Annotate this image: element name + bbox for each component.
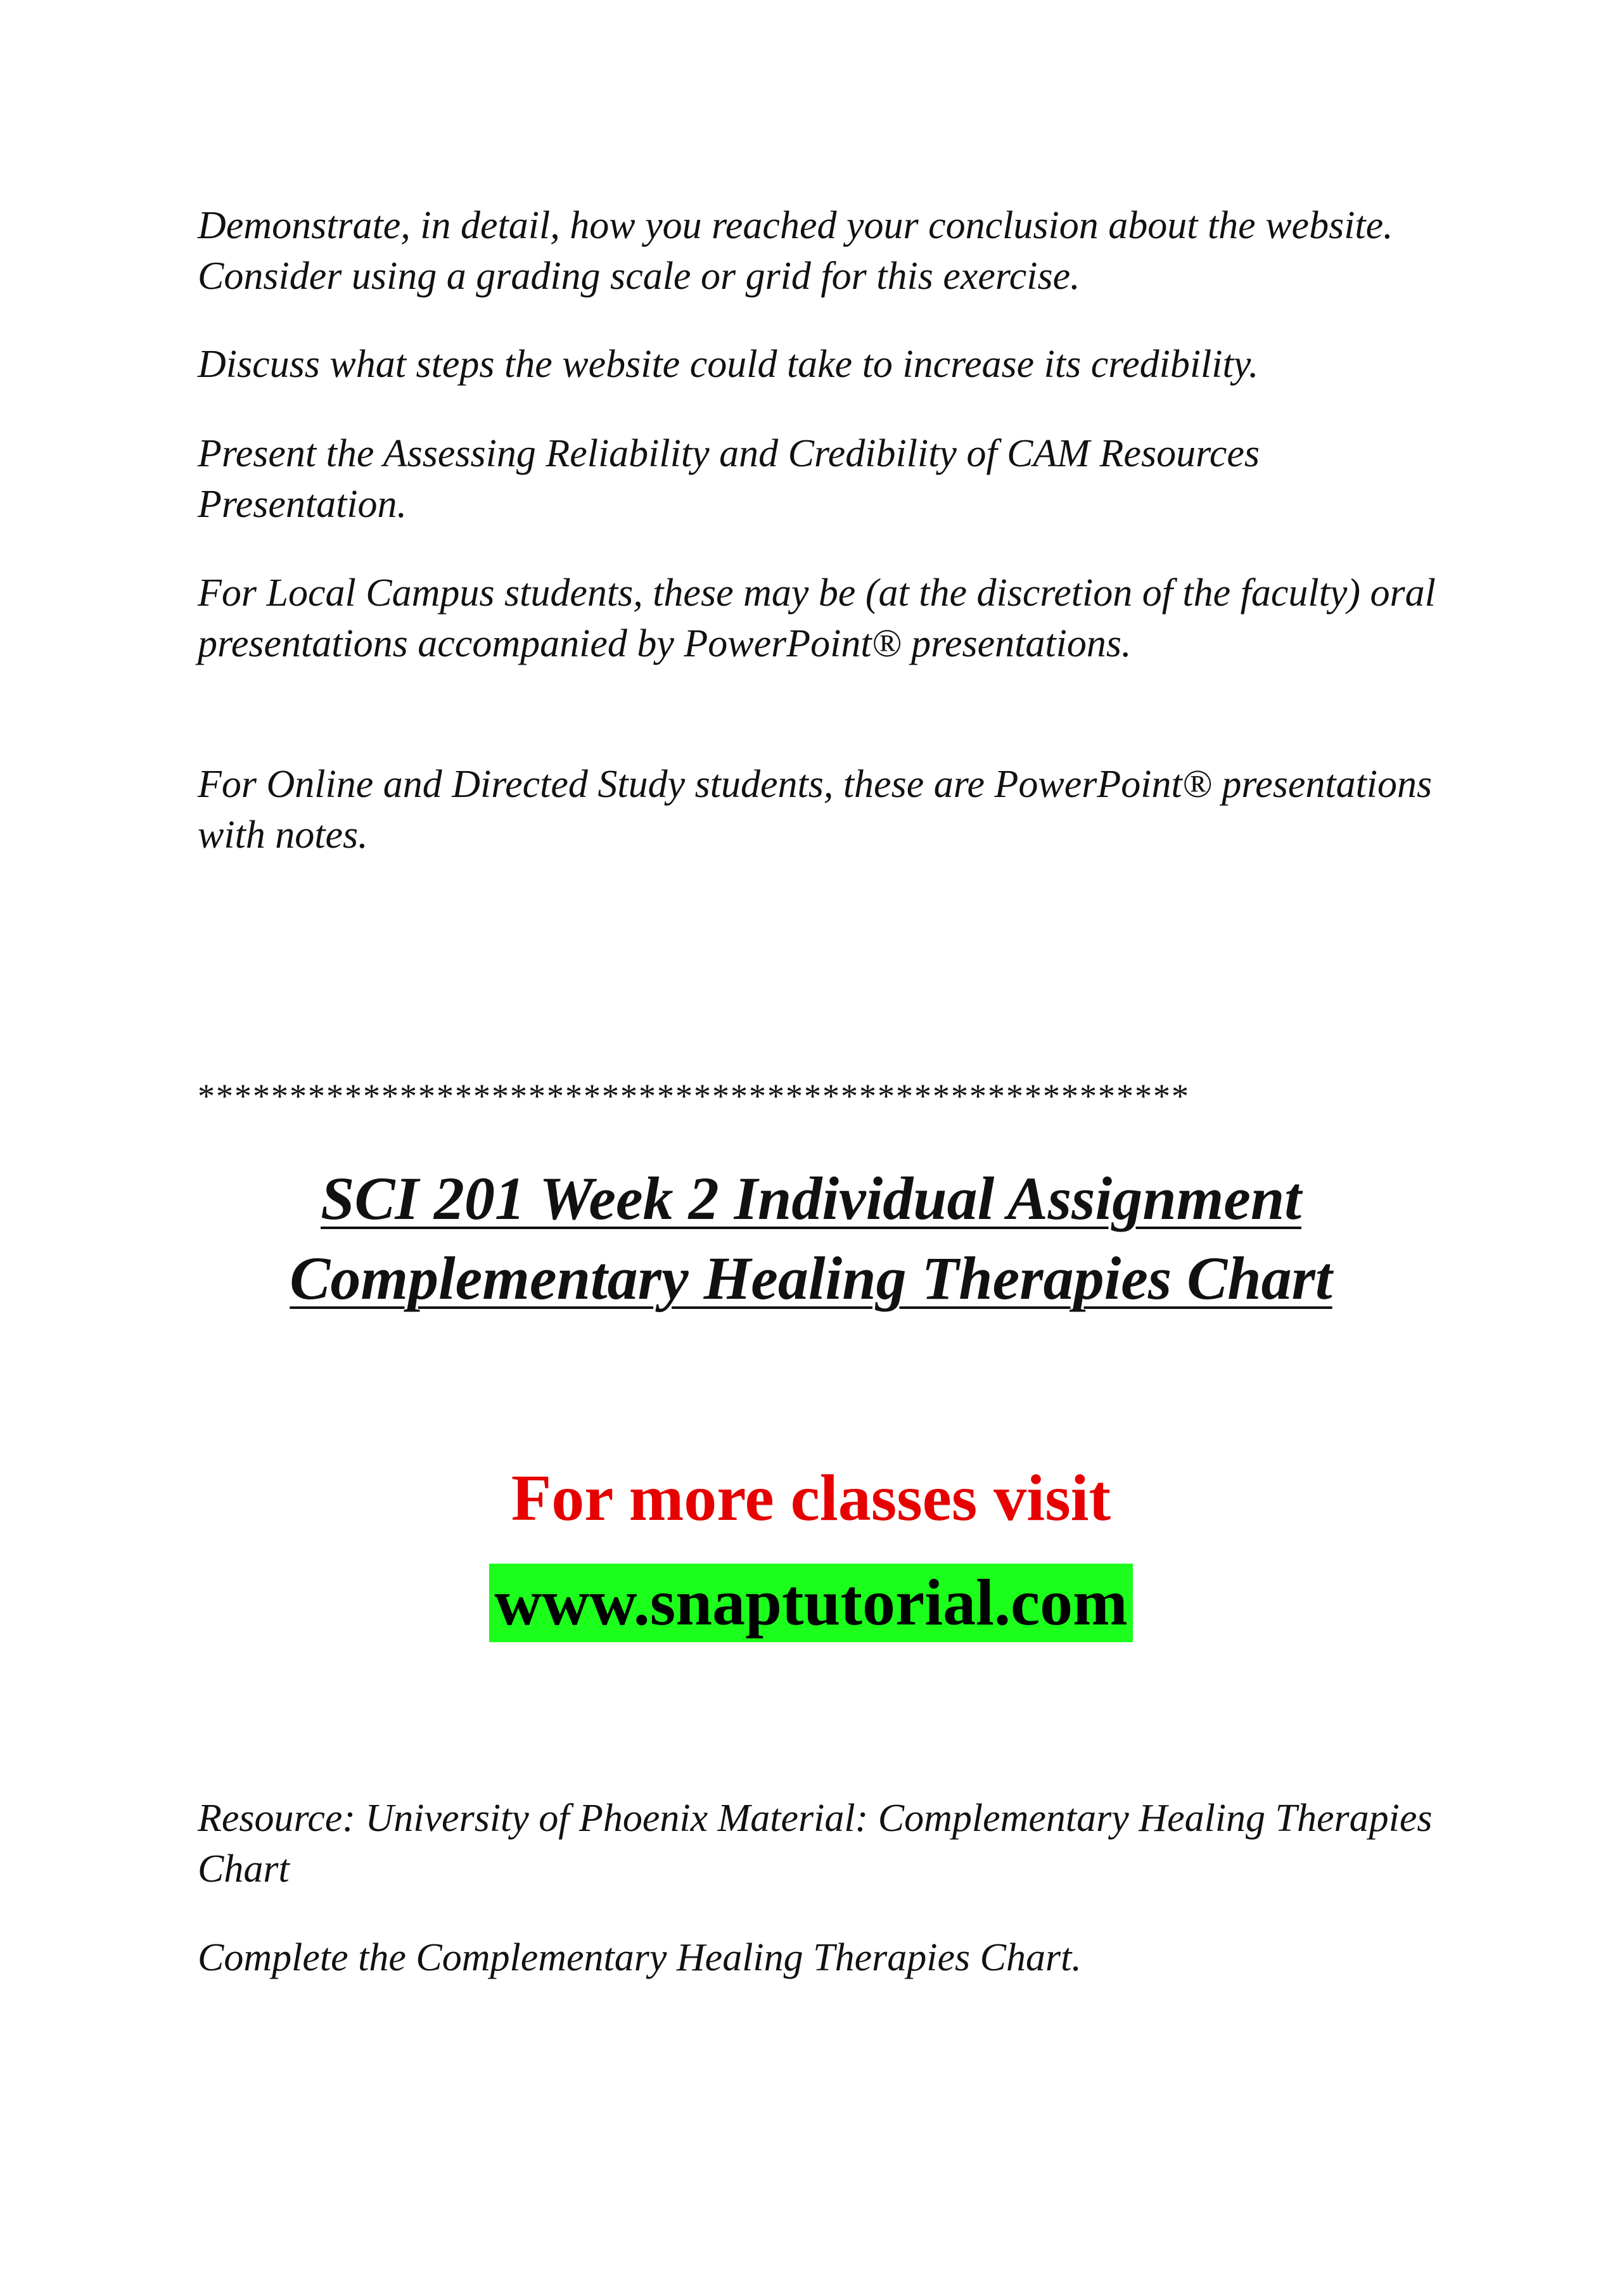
paragraph-local-campus: For Local Campus students, these may be (at the discretion of the faculty) oral presentations accompanied by PowerPoint® presentations.: [198, 571, 1436, 665]
promo-link-wrap: [0, 1564, 1622, 1642]
paragraph-demonstrate: Demonstrate, in detail, how you reached your conclusion about the website. Consider using a grading scale or grid for this exercise.: [198, 204, 1393, 298]
paragraph-resource: Resource: University of Phoenix Material: Complementary Healing Therapies Chart: [198, 1797, 1433, 1891]
paragraph-online-directed: For Online and Directed Study students, these are PowerPoint® presentations with notes.: [198, 763, 1433, 857]
assignment-title-line-2: [0, 1239, 1622, 1318]
snaptutorial-link[interactable]: www.snaptutorial.com: [489, 1564, 1133, 1642]
assignment-title-line-2-text: Complementary Healing Therapies Chart: [290, 1244, 1332, 1312]
paragraph-present: Present the Assessing Reliability and Credibility of CAM Resources Presentation.: [198, 432, 1260, 526]
assignment-title-line-1-text: SCI 201 Week 2 Individual Assignment: [321, 1164, 1301, 1232]
assignment-title-line-1: [0, 1159, 1622, 1238]
promo-text: For more classes visit: [511, 1462, 1111, 1534]
paragraph-complete-chart: Complete the Complementary Healing Therapies Chart.: [198, 1936, 1082, 1979]
paragraph-discuss: Discuss what steps the website could take to increase its credibility.: [198, 343, 1259, 386]
asterisk-separator: ******************************************************: [198, 1077, 1190, 1115]
